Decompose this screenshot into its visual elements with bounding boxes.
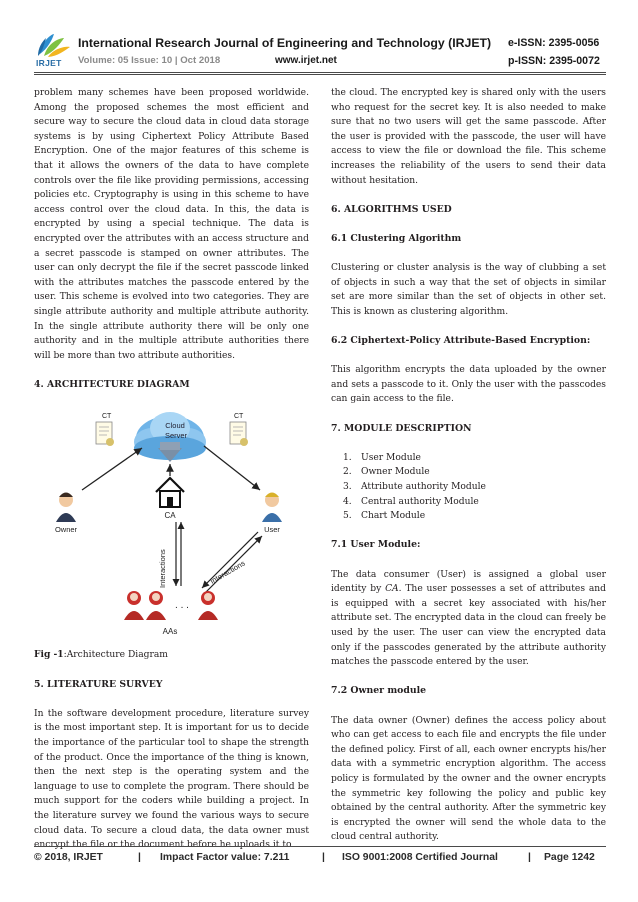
e-issn: e-ISSN: 2395-0056 xyxy=(508,37,600,49)
journal-title: International Research Journal of Engineering and Technology (IRJET) xyxy=(78,36,492,50)
list-item: 4. Central authority Module xyxy=(343,496,479,507)
ca-house-icon xyxy=(156,478,184,507)
figure-caption xyxy=(34,648,309,663)
interactions-diagonal-label: Interactions xyxy=(208,559,247,587)
owner-module-paragraph: The data owner (Owner) defines the access policy about who can get access to each file and encrypts the file under the defined policy. First of all, each owner encrypts his/her data with a symmetric encryption algorithm. The access policy is formulated by the owner and the owner encrypts the symmetric key following the policy and public key obtained by the central authority. After the symmetric key is encrypted the owner will send the whole data to the cloud central authority. xyxy=(331,715,606,843)
list-item: 3. Attribute authority Module xyxy=(343,482,486,493)
page-header xyxy=(0,0,638,80)
intro-paragraph: problem many schemes have been proposed worldwide. Among the proposed schemes the most efficient and secure way to secure the cloud data in cloud data storage systems is by using Ciphertext Policy Attribute Based Encryption. One of the major features of this scheme is that it allows the owners of the data to have complete controls over the file like providing permissions, accessing policies etc. Cryptography is using in this scheme to have access control over the cloud data. In this, the data is encrypted by using a special technique. The data is encrypted over the attributes with an access structure and a secret passcode is stamped on owner attributes. The user can only decrypt the file if the secret passcode linked with the attributes matches the passcode entered by the user. This scheme is evolved into two categories. They are single attribute authority and multiple attribute authority. In the single attribute authority there will be only one authority and in the multiple attribute authorities there will be more than two attribute authorities. xyxy=(34,88,309,361)
cpabe-heading: 6.2 Ciphertext-Policy Attribute-Based Encryption: xyxy=(331,335,591,347)
website-link[interactable]: www.irjet.net xyxy=(275,55,337,66)
caption-text: :Architecture Diagram xyxy=(63,650,168,661)
module-heading: 7. MODULE DESCRIPTION xyxy=(331,422,472,434)
list-item: 5. Chart Module xyxy=(343,511,426,522)
aas-label: AAs xyxy=(162,627,178,637)
right-column xyxy=(331,86,606,845)
footer-separator: | xyxy=(528,852,531,863)
user-module-heading: 7.1 User Module: xyxy=(331,539,421,551)
attribute-authority-icon-3 xyxy=(198,591,218,620)
ca-label: CA xyxy=(164,511,176,521)
owner-person-icon xyxy=(56,493,76,523)
clustering-paragraph: Clustering or cluster analysis is the way of clubbing a set of objects in such a way that the set of objects in similar set are more similar than the set of objects in other set. This is known as clustering algorithm. xyxy=(331,263,606,317)
clustering-heading: 6.1 Clustering Algorithm xyxy=(331,232,462,244)
owner-module-heading: 7.2 Owner module xyxy=(331,685,427,697)
volume-issue: Volume: 05 Issue: 10 | Oct 2018 xyxy=(78,55,221,66)
header-rule-2 xyxy=(34,74,606,75)
continuation-paragraph: the cloud. The encrypted key is shared only with the users who request for the secret key. It is also needed to make sure that no two users will get the same passcode. After the user is provided with the passcode, the user will have access to view the file or download the file. This scheme increases the reliability of the users to send their data without hesitation. xyxy=(331,88,606,186)
footer-page-number: Page 1242 xyxy=(544,852,595,863)
footer-iso: ISO 9001:2008 Certified Journal xyxy=(342,852,498,863)
footer-impact-factor: Impact Factor value: 7.211 xyxy=(160,852,290,863)
footer-copyright: © 2018, IRJET xyxy=(34,852,103,863)
architecture-svg xyxy=(34,398,309,646)
attribute-authority-icon-1 xyxy=(124,591,144,620)
cloud-to-user-arrow xyxy=(204,446,260,490)
footer-separator: | xyxy=(138,852,141,863)
user-label: User xyxy=(264,525,280,535)
footer-separator: | xyxy=(322,852,325,863)
left-column xyxy=(34,86,309,853)
cpabe-paragraph: This algorithm encrypts the data uploaded by the owner and sets a passcode to it. Only the user with the passcodes can gain access to the file. xyxy=(331,365,606,405)
architecture-heading: 4. ARCHITECTURE DIAGRAM xyxy=(34,378,190,390)
algorithms-heading: 6. ALGORITHMS USED xyxy=(331,203,452,215)
aas-dots: . . . xyxy=(175,600,189,612)
architecture-diagram xyxy=(34,398,309,646)
p-issn: p-ISSN: 2395-0072 xyxy=(508,55,600,67)
ct-document-left-icon xyxy=(96,422,114,446)
footer-rule xyxy=(34,846,606,847)
list-item: 1. User Module xyxy=(343,452,421,463)
user-person-icon xyxy=(262,493,282,523)
logo-text: IRJET xyxy=(36,58,62,68)
owner-to-cloud-arrow xyxy=(82,448,142,490)
header-rule xyxy=(34,72,606,73)
ct-document-right-icon xyxy=(230,422,248,446)
cloud-label-1: Cloud xyxy=(165,421,185,431)
ct-right-label: CT xyxy=(234,413,244,421)
ct-left-label: CT xyxy=(102,413,112,421)
module-list xyxy=(331,451,606,524)
user-module-paragraph: The data consumer (User) is assigned a global user identity by CA. The user possesses a set of attributes and is equipped with a secret key associated with his/her attribute set. The encrypted data in the cloud can freely be used by the user. The user can view the encrypted data only if the passcodes generated by the attribute authority matches the passcode entered by the user. xyxy=(331,569,606,668)
interactions-vertical-label: Interactions xyxy=(158,549,167,589)
cloud-label-2: Server xyxy=(164,431,188,441)
list-item: 2. Owner Module xyxy=(343,467,430,478)
literature-heading: 5. LITERATURE SURVEY xyxy=(34,678,163,690)
owner-label: Owner xyxy=(54,525,78,535)
literature-paragraph: In the software development procedure, literature survey is the most important step. It is important for us to decide the importance of the particular tool to shape the strength of the product. Once the importance of the thing is known, then the next step is the operating system and the language to use to complete the program. There should be much support for the coders while building a project. In the literature survey we found the various ways to secure cloud data. To secure a cloud data, the data owner must xyxy=(34,708,309,836)
attribute-authority-icon-2 xyxy=(146,591,166,620)
caption-label: Fig -1 xyxy=(34,649,64,661)
